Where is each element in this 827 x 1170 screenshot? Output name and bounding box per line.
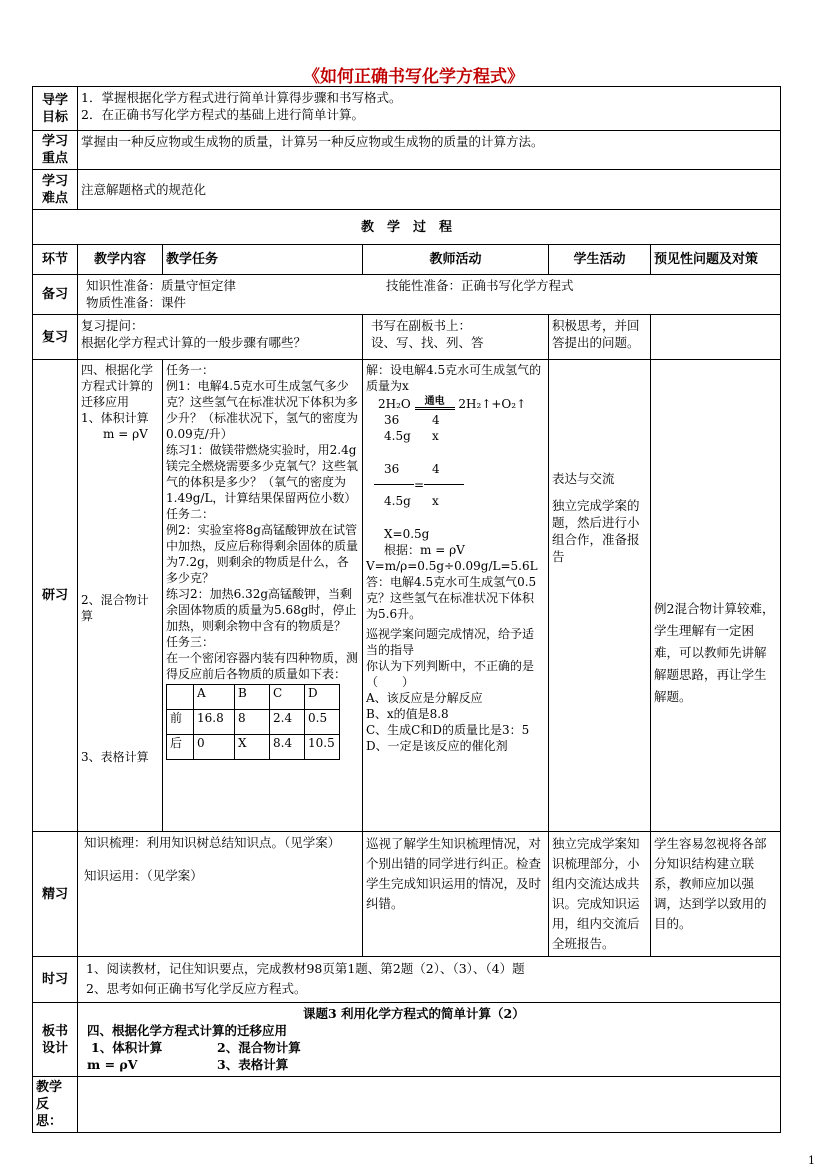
practice-content: 1、阅读教材，记住知识要点，完成教材98页第1题、第2题（2）、（3）、（4）题 2、思考如何正确书写化学反应方程式。 (78, 957, 781, 1003)
col-problem: 预见性问题及对策 (651, 245, 781, 275)
col-content: 教学内容 (78, 245, 163, 275)
col-teacher: 教师活动 (363, 245, 549, 275)
equation: 2H₂O 通电 2H₂↑+O₂↑ (378, 396, 527, 411)
key-content: 掌握由一种反应物或生成物的质量，计算另一种反应物或生成物的质量的计算方法。 (78, 131, 781, 170)
col-student: 学生活动 (549, 245, 651, 275)
difficulty-row (33, 170, 781, 210)
refine-content: 知识梳理：利用知识树总结知识点。（见学案） 知识运用：（见学案） (78, 832, 363, 957)
reflect-row (33, 1077, 781, 1133)
mass-table: A B C D 前 16.8 8 2.4 0.5 后 0 X 8.4 10.5 (166, 684, 340, 760)
goal-2: 2．在正确书写化学方程式的基础上进行简单计算。 (81, 107, 364, 122)
practice-row (33, 957, 781, 1003)
col-task: 教学任务 (163, 245, 363, 275)
key-label: 学习重点 (33, 131, 78, 170)
process-title: 教 学 过 程 (33, 210, 781, 245)
col-stage: 环节 (33, 245, 78, 275)
goals-label: 导学目标 (33, 87, 78, 131)
prep-label: 备习 (33, 275, 78, 315)
board-label: 板书设计 (33, 1003, 78, 1077)
review-label: 复习 (33, 315, 78, 360)
refine-teacher: 巡视了解学生知识梳理情况，对个别出错的同学进行纠正。检查学生完成知识运用的情况，及时纠错。 (363, 832, 549, 957)
review-row (33, 315, 781, 360)
fraction-line: = (366, 477, 545, 493)
refine-student: 独立完成学案知识梳理部分，小组内交流达成共识。完成知识运用，组内交流后全班报告。 (549, 832, 651, 957)
prep-material: 物质性准备：课件 (86, 295, 187, 310)
process-title-row (33, 210, 781, 245)
mixture-heading: 2、混合物计算 (81, 593, 149, 623)
goals-content (78, 87, 781, 131)
study-content: 四、根据化学方程式计算的迁移应用 1、体积计算 m = ρV 2、混合物计算 3、表格计算 (78, 360, 163, 832)
refine-problem: 学生容易忽视将各部分知识结构建立联系，教师应加以强调，达到学以致用的目的。 (651, 832, 781, 957)
study-student: 表达与交流 独立完成学案的题，然后进行小组合作，准备报告 (549, 360, 651, 832)
study-teacher: 解：设电解4.5克水可生成氢气的质量为x 2H₂O 通电 2H₂↑+O₂↑ 36 4 4.5g x 36 4 = 4.5g x X=0.5g 根据：m = ρV V=m/ρ=0.5g÷0.09g/L=5.6L 答：电解4.5克水可生成氢气0.5克？这些氢气在标准状况下体积为5.6升。 巡视学案问题完成情况，给予适当的指导 你认为下列判断中，不正确的是（ ） A、该反应是分解反应 B、x的值是8.8 C、生成C和D的质量比是3：5 D、一定是该反应的催化剂 (363, 360, 549, 832)
refine-row (33, 832, 781, 957)
board-content: 课题3 利用化学方程式的简单计算（2） 四、根据化学方程式计算的迁移应用 1、体积计算 2、混合物计算 m = ρV 3、表格计算 (78, 1003, 781, 1077)
reflect-content (78, 1077, 781, 1133)
document-title: 《如何正确书写化学方程式》 (303, 67, 524, 87)
study-row (33, 360, 781, 832)
difficulty-content: 注意解题格式的规范化 (78, 170, 781, 210)
column-header-row (33, 245, 781, 275)
practice-label: 时习 (33, 957, 78, 1003)
difficulty-label: 学习难点 (33, 170, 78, 210)
prep-knowledge: 知识性准备：质量守恒定律 (86, 278, 237, 293)
prep-row (33, 275, 781, 315)
study-tasks: 任务一： 例1：电解4.5克水可生成氢气多少克？这些氢气在标准状况下体积为多少升？（标准状况下，氢气的密度为0.09克/升） 练习1：做镁带燃烧实验时，用2.4g镁完全燃烧需要多少克氧气？这些氧气的体积是多少？（氧气的密度为1.49g/L，计算结果保留两位小数） 任务二： 例2：实验室将8g高锰酸钾放在试管中加热，反应后称得剩余固体的质量为7.2g，则剩余的物质是什么，各多少克？ 练习2：加热6.32g高锰酸钾，当剩余固体物质的质量为5.68g时，停止加热，则剩余物中含有的物质是？ 任务三： 在一个密闭容器内装有四种物质，测得反应前后各物质的质量如下表： A B C D 前 16.8 8 2.4 0.5 后 0 X 8.4 10.5 (163, 360, 363, 832)
refine-label: 精习 (33, 832, 78, 957)
reflect-label: 教学反思： (33, 1077, 78, 1133)
board-row (33, 1003, 781, 1077)
board-title: 课题3 利用化学方程式的简单计算（2） (303, 1006, 525, 1021)
review-problem (651, 315, 781, 360)
review-teacher: 书写在副板书上： 设、写、找、列、答 (363, 315, 549, 360)
prep-content (78, 275, 781, 315)
prep-skill: 技能性准备：正确书写化学方程式 (386, 278, 574, 293)
goal-1: 1．掌握根据化学方程式进行简单计算得步骤和书写格式。 (81, 90, 402, 105)
table-heading: 3、表格计算 (81, 750, 149, 764)
study-label: 研习 (33, 360, 78, 832)
study-problem: 例2混合物计算较难，学生理解有一定困难，可以教师先讲解解题思路，再让学生解题。 (651, 360, 781, 832)
review-content: 复习提问： 根据化学方程式计算的一般步骤有哪些？ (78, 315, 363, 360)
page-number: 1 (808, 1154, 815, 1167)
review-student: 积极思考，并回答提出的问题。 (549, 315, 651, 360)
goals-row (33, 87, 781, 131)
lesson-plan-table (32, 86, 781, 1133)
key-row (33, 131, 781, 170)
